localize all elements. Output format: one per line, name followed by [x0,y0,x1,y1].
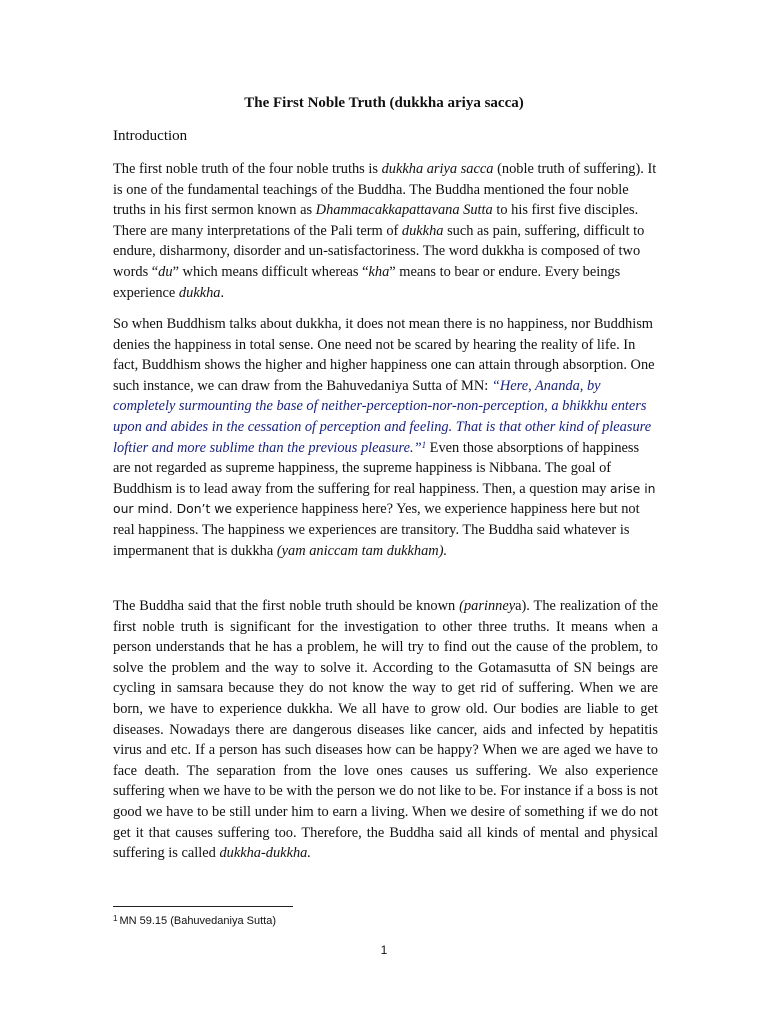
paragraph-2: So when Buddhism talks about dukkha, it does not mean there is no happiness, nor Buddhism denies the happiness in total sense. One need not be scared by hearing the reality of life. In fact, Buddhism shows the higher and higher happiness one can attain through absorption. One such instance, we can draw from the Bahuvedaniya Sutta of MN: “Here, Ananda, by completely surmounting the base of neither-perception-nor-non-perception, a bhikkhu enters upon and abides in the cessation of perception and feeling. That is that other kind of pleasure loftier and more sublime than the previous pleasure.”$^1$ Even those absorptions of happiness are not regarded as supreme happiness, the supreme happiness is Nibbana. The goal of Buddhism is to lead away from the suffering for real happiness. Then, a question may arise in our mind. Don’t we experience happiness here? Yes, we experience happiness here but not real happiness. The happiness we experiences are transitory. The Buddha said whatever is impermanent that is dukkha (yam aniccam tam dukkham). [113,316,656,559]
quote-text: “Here, Ananda, by completely surmounting the base of neither-perception-nor-non-perception, a bhikkhu enters upon and abides in the cessation of perception and feeling. That is that other kind of pleasure loftier and more sublime than the previous pleasure.” [113,377,652,456]
section-heading: Introduction [113,128,188,144]
footnote-text: MN 59.15 (Bahuvedaniya Sutta) [119,915,276,927]
footnote-reference[interactable]: 1 [421,439,427,450]
footnote [113,913,276,929]
page-number: 1 [380,943,388,957]
paragraph-3: The Buddha said that the first noble truth should be known (parinneya). The realization of the first noble truth is significant for the investigation to other three truths. It means when a person understands that he has a problem, he will try to find out the cause of the problem, to solve the problem and the way to solve it. According to the Gotamasutta of SN beings are cycling in samsara because they do not know the way to get rid of suffering. When we are born, we have to experience dukkha. We all have to grow old. Our bodies are liable to get diseases. Nowadays there are dangerous diseases like cancer, aids and infected by hepatitis virus and etc. If a person has such diseases how can be happy? When we are aged we have to face death. The separation from the love ones causes us suffering. We also experience suffering when we have to be with the person we do not like to be. For instance if a boss is not good we have to be still under him to earn a living. When we desire of something if we do not get it that causes suffering too. Therefore, the Buddha said all kinds of mental and physical suffering is called dukkha-dukkha. [113,598,658,862]
document-title: The First Noble Truth (dukkha ariya sacca) [244,95,524,111]
footnote-mark: 1 [113,914,118,923]
footnote-divider [113,906,293,907]
paragraph-1: The first noble truth of the four noble truths is dukkha ariya sacca (noble truth of suffering). It is one of the fundamental teachings of the Buddha. The Buddha mentioned the four noble truths in his first sermon known as Dhammacakkapattavana Sutta to his first five disciples. There are many interpretations of the Pali term of dukkha such as pain, suffering, difficult to endure, disharmony, disorder and un-satisfactoriness. The word dukkha is composed of two words “du” which means difficult whereas “kha” means to bear or endure. Every beings experience dukkha. [113,161,657,301]
